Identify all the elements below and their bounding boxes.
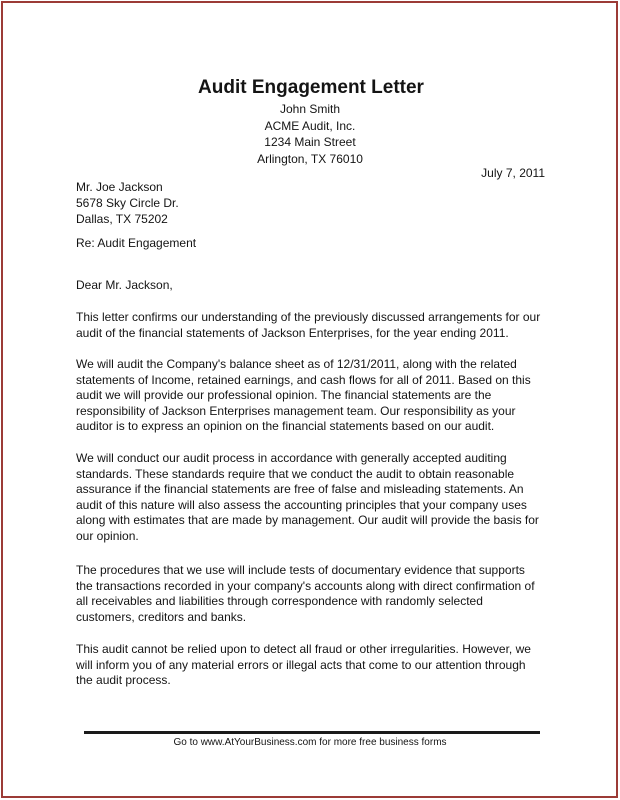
footer-note: Go to www.AtYourBusiness.com for more free business forms (173, 737, 447, 748)
recipient-name: Mr. Joe Jackson (76, 180, 163, 194)
paragraph-line: responsibility of Jackson Enterprises management team. Our responsibility as your (76, 403, 516, 418)
sender-address (0, 101, 620, 167)
recipient-street: 5678 Sky Circle Dr. (76, 195, 179, 210)
paragraph-line: audit of this nature will also assess the accounting principles that your company uses (76, 497, 527, 512)
paragraph-line: The procedures that we use will include tests of documentary evidence that supports (76, 563, 525, 577)
paragraph-line: will inform you of any material errors or illegal acts that come to our attention through (76, 657, 526, 672)
paragraph-line: We will conduct our audit process in accordance with generally accepted auditing (76, 451, 507, 465)
salutation: Dear Mr. Jackson, (76, 278, 173, 292)
paragraph-line: the audit process. (76, 673, 171, 688)
paragraph (76, 357, 546, 435)
sender-name: John Smith (279, 102, 341, 116)
paragraph-line: auditor is to express an opinion on the financial statements based on our audit. (76, 419, 495, 434)
letter-date: July 7, 2011 (481, 166, 545, 180)
paragraph-line: audit of the financial statements of Jackson Enterprises, for the year ending 2011. (76, 325, 509, 340)
paragraph-line: the transactions recorded in your company's accounts along with direct confirmation of (76, 578, 535, 593)
paragraph-line: statements of Income, retained earnings, and cash flows for all of 2011. Based on this (76, 372, 531, 387)
recipient-address (76, 180, 546, 227)
sender-street: 1234 Main Street (264, 135, 356, 150)
paragraph-line: This letter confirms our understanding of the previously discussed arrangements for our (76, 310, 541, 324)
paragraph (76, 642, 546, 689)
paragraph (76, 563, 546, 625)
sender-city: Arlington, TX 76010 (257, 151, 363, 166)
paragraph (76, 310, 546, 341)
paragraph-line: standards. These standards require that we conduct the audit to obtain reasonable (76, 466, 515, 481)
paragraph-line: all receivables and liabilities through correspondence with randomly selected (76, 594, 483, 609)
sender-company: ACME Audit, Inc. (264, 118, 356, 133)
document-title: Audit Engagement Letter (198, 77, 424, 98)
footer-divider (84, 731, 540, 734)
paragraph-line: We will audit the Company's balance sheet as of 12/31/2011, along with the related (76, 357, 517, 371)
paragraph-line: audit we will provide our professional opinion. The financial statements are the (76, 388, 492, 403)
paragraph-line: assurance if the financial statements are free of false and misleading statements. An (76, 482, 524, 497)
paragraph-line: customers, creditors and banks. (76, 609, 247, 624)
paragraph-line: our opinion. (76, 528, 139, 543)
paragraph-line: This audit cannot be relied upon to detect all fraud or other irregularities. However, we (76, 642, 531, 656)
subject-line: Re: Audit Engagement (76, 236, 197, 250)
recipient-city: Dallas, TX 75202 (76, 211, 168, 226)
paragraph (76, 451, 546, 545)
paragraph-line: along with estimates that are made by management. Our audit will provide the basis for (76, 513, 539, 528)
